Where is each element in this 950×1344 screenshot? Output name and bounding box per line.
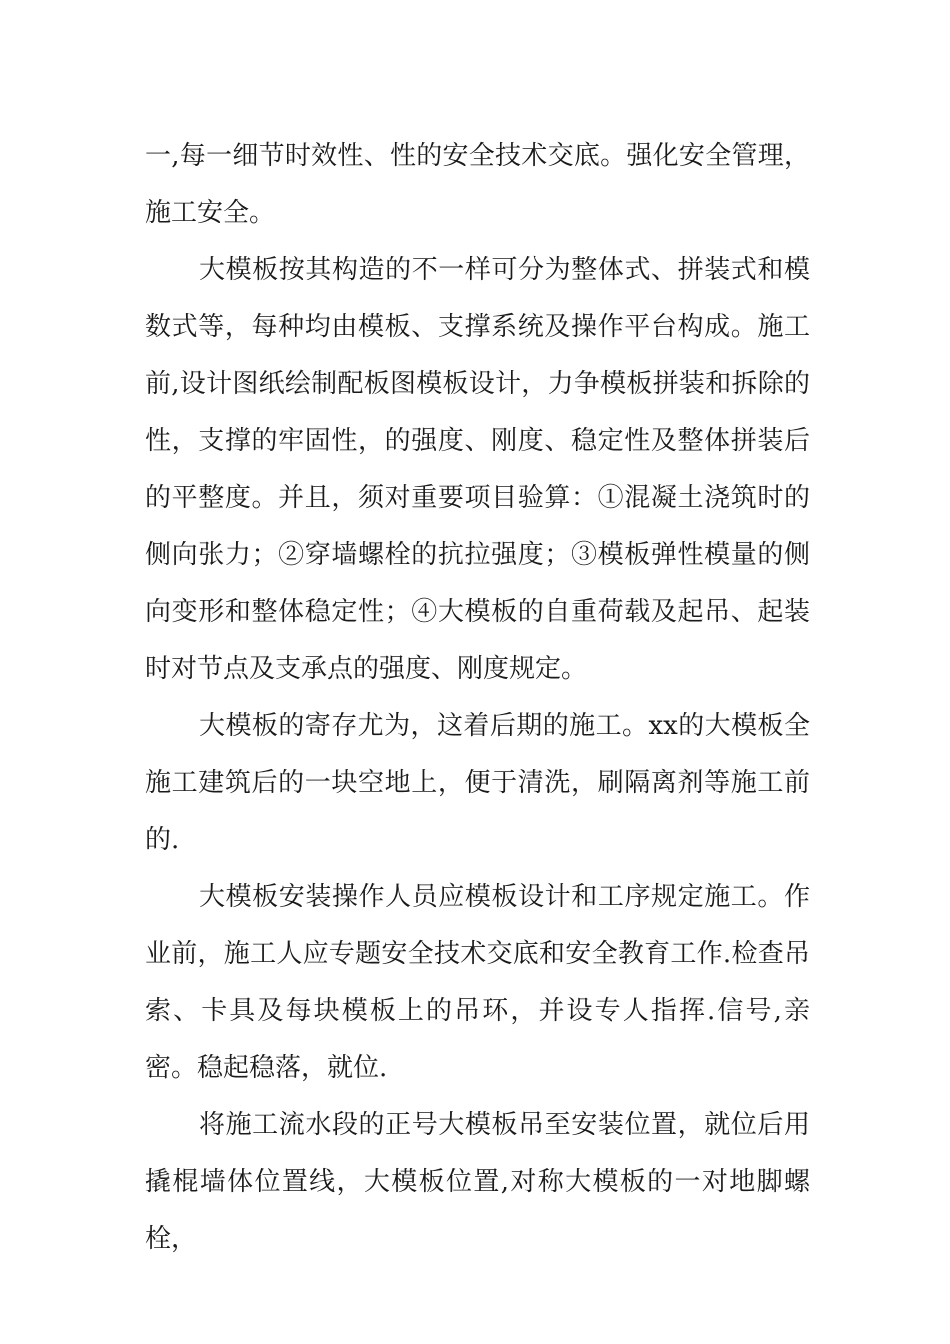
- paragraph-5: 将施工流水段的正号大模板吊至安装位置，就位后用撬棍墙体位置线，大模板位置,对称大模板的一对地脚螺栓，: [145, 1110, 810, 1254]
- paragraph-2: 大模板按其构造的不一样可分为整体式、拼装式和模数式等，每种均由模板、支撑系统及操作平台构成。施工前,设计图纸绘制配板图模板设计，力争模板拼装和拆除的性，支撑的牢固性，的强度、刚度、稳定性及整体拼装后的平整度。并且，须对重要项目验算：①混凝土浇筑时的侧向张力；②穿墙螺栓的抗拉强度；③模板弹性模量的侧向变形和整体稳定性；④大模板的自重荷载及起吊、起装时对节点及支承点的强度、刚度规定。: [145, 255, 810, 684]
- paragraph-1: 一,每一细节时效性、性的安全技术交底。强化安全管理，施工安全。: [145, 141, 810, 228]
- paragraph-4: 大模板安装操作人员应模板设计和工序规定施工。作业前，施工人应专题安全技术交底和安全教育工作.检查吊索、卡具及每块模板上的吊环，并设专人指挥.信号,亲密。稳起稳落，就位.: [145, 882, 810, 1083]
- document-body: [145, 128, 810, 1268]
- paragraph-3: 大模板的寄存尤为，这着后期的施工。xx的大模板全施工建筑后的一块空地上，便于清洗，刷隔离剂等施工前的.: [145, 711, 810, 855]
